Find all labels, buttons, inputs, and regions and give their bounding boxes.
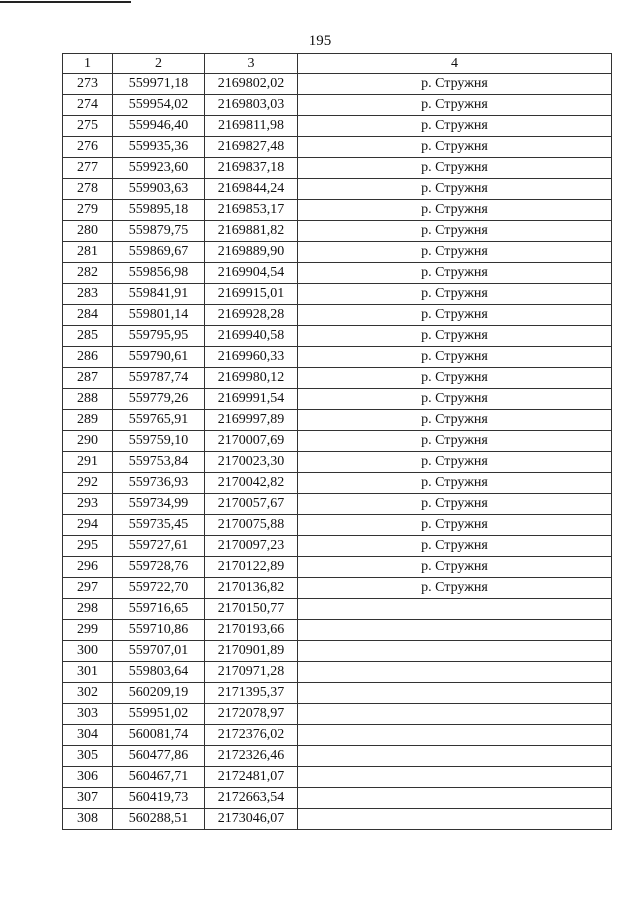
table-row	[63, 242, 612, 263]
x-coordinate-cell: 559790,61	[113, 347, 205, 368]
x-coordinate-cell: 560209,19	[113, 683, 205, 704]
x-coordinate-cell: 560288,51	[113, 809, 205, 830]
y-coordinate-cell: 2169997,89	[205, 410, 298, 431]
description-cell: р. Стружня	[298, 536, 612, 557]
y-coordinate-cell: 2169837,18	[205, 158, 298, 179]
y-coordinate-cell: 2169991,54	[205, 389, 298, 410]
point-number-cell: 280	[63, 221, 113, 242]
point-number-cell: 291	[63, 452, 113, 473]
y-coordinate-cell: 2169940,58	[205, 326, 298, 347]
point-number-cell: 290	[63, 431, 113, 452]
table-row	[63, 557, 612, 578]
table-header-row	[63, 54, 612, 74]
table-row	[63, 368, 612, 389]
point-number-cell: 288	[63, 389, 113, 410]
table-row	[63, 599, 612, 620]
point-number-cell: 295	[63, 536, 113, 557]
point-number-cell: 299	[63, 620, 113, 641]
table-row	[63, 746, 612, 767]
y-coordinate-cell: 2172376,02	[205, 725, 298, 746]
point-number-cell: 297	[63, 578, 113, 599]
x-coordinate-cell: 559734,99	[113, 494, 205, 515]
y-coordinate-cell: 2170097,23	[205, 536, 298, 557]
x-coordinate-cell: 560419,73	[113, 788, 205, 809]
point-number-cell: 273	[63, 74, 113, 95]
point-number-cell: 277	[63, 158, 113, 179]
table-row	[63, 683, 612, 704]
point-number-cell: 281	[63, 242, 113, 263]
y-coordinate-cell: 2169881,82	[205, 221, 298, 242]
table-row	[63, 620, 612, 641]
table-row	[63, 305, 612, 326]
point-number-cell: 296	[63, 557, 113, 578]
y-coordinate-cell: 2172078,97	[205, 704, 298, 725]
description-cell: р. Стружня	[298, 263, 612, 284]
table-body	[63, 74, 612, 830]
table-row	[63, 452, 612, 473]
description-cell: р. Стружня	[298, 284, 612, 305]
table-row	[63, 410, 612, 431]
x-coordinate-cell: 559879,75	[113, 221, 205, 242]
description-cell: р. Стружня	[298, 137, 612, 158]
table-row	[63, 473, 612, 494]
x-coordinate-cell: 559946,40	[113, 116, 205, 137]
point-number-cell: 282	[63, 263, 113, 284]
point-number-cell: 300	[63, 641, 113, 662]
table-row	[63, 284, 612, 305]
x-coordinate-cell: 559753,84	[113, 452, 205, 473]
y-coordinate-cell: 2170057,67	[205, 494, 298, 515]
point-number-cell: 306	[63, 767, 113, 788]
y-coordinate-cell: 2169960,33	[205, 347, 298, 368]
point-number-cell: 303	[63, 704, 113, 725]
table-row	[63, 158, 612, 179]
description-cell: р. Стружня	[298, 200, 612, 221]
table-row	[63, 263, 612, 284]
x-coordinate-cell: 559759,10	[113, 431, 205, 452]
description-cell	[298, 599, 612, 620]
description-cell	[298, 809, 612, 830]
table-row	[63, 578, 612, 599]
y-coordinate-cell: 2170023,30	[205, 452, 298, 473]
y-coordinate-cell: 2169915,01	[205, 284, 298, 305]
x-coordinate-cell: 559856,98	[113, 263, 205, 284]
x-coordinate-cell: 559803,64	[113, 662, 205, 683]
x-coordinate-cell: 559765,91	[113, 410, 205, 431]
y-coordinate-cell: 2169811,98	[205, 116, 298, 137]
description-cell	[298, 704, 612, 725]
table-row	[63, 704, 612, 725]
y-coordinate-cell: 2170193,66	[205, 620, 298, 641]
description-cell: р. Стружня	[298, 74, 612, 95]
y-coordinate-cell: 2169853,17	[205, 200, 298, 221]
x-coordinate-cell: 559727,61	[113, 536, 205, 557]
column-header-x: 2	[113, 54, 205, 74]
x-coordinate-cell: 559787,74	[113, 368, 205, 389]
description-cell: р. Стружня	[298, 389, 612, 410]
y-coordinate-cell: 2169802,02	[205, 74, 298, 95]
description-cell: р. Стружня	[298, 410, 612, 431]
description-cell: р. Стружня	[298, 116, 612, 137]
point-number-cell: 285	[63, 326, 113, 347]
description-cell	[298, 746, 612, 767]
x-coordinate-cell: 559707,01	[113, 641, 205, 662]
point-number-cell: 286	[63, 347, 113, 368]
table-row	[63, 536, 612, 557]
point-number-cell: 292	[63, 473, 113, 494]
description-cell: р. Стружня	[298, 515, 612, 536]
table-row	[63, 809, 612, 830]
description-cell	[298, 662, 612, 683]
point-number-cell: 304	[63, 725, 113, 746]
point-number-cell: 289	[63, 410, 113, 431]
x-coordinate-cell: 559841,91	[113, 284, 205, 305]
point-number-cell: 305	[63, 746, 113, 767]
y-coordinate-cell: 2169980,12	[205, 368, 298, 389]
y-coordinate-cell: 2169889,90	[205, 242, 298, 263]
table-row	[63, 221, 612, 242]
table-row	[63, 788, 612, 809]
x-coordinate-cell: 559954,02	[113, 95, 205, 116]
x-coordinate-cell: 559971,18	[113, 74, 205, 95]
x-coordinate-cell: 559779,26	[113, 389, 205, 410]
description-cell	[298, 788, 612, 809]
point-number-cell: 278	[63, 179, 113, 200]
point-number-cell: 298	[63, 599, 113, 620]
table-row	[63, 179, 612, 200]
table-row	[63, 767, 612, 788]
column-header-y: 3	[205, 54, 298, 74]
description-cell: р. Стружня	[298, 452, 612, 473]
y-coordinate-cell: 2170075,88	[205, 515, 298, 536]
description-cell: р. Стружня	[298, 158, 612, 179]
description-cell: р. Стружня	[298, 494, 612, 515]
table-row	[63, 326, 612, 347]
point-number-cell: 284	[63, 305, 113, 326]
y-coordinate-cell: 2172481,07	[205, 767, 298, 788]
description-cell: р. Стружня	[298, 179, 612, 200]
table-row	[63, 641, 612, 662]
y-coordinate-cell: 2169928,28	[205, 305, 298, 326]
point-number-cell: 283	[63, 284, 113, 305]
y-coordinate-cell: 2169844,24	[205, 179, 298, 200]
table-row	[63, 431, 612, 452]
x-coordinate-cell: 559869,67	[113, 242, 205, 263]
coordinates-table	[62, 53, 612, 830]
table-row	[63, 116, 612, 137]
point-number-cell: 294	[63, 515, 113, 536]
table-row	[63, 725, 612, 746]
y-coordinate-cell: 2170136,82	[205, 578, 298, 599]
y-coordinate-cell: 2172663,54	[205, 788, 298, 809]
table-row	[63, 389, 612, 410]
y-coordinate-cell: 2170150,77	[205, 599, 298, 620]
y-coordinate-cell: 2170122,89	[205, 557, 298, 578]
y-coordinate-cell: 2172326,46	[205, 746, 298, 767]
description-cell: р. Стружня	[298, 473, 612, 494]
x-coordinate-cell: 559710,86	[113, 620, 205, 641]
description-cell	[298, 725, 612, 746]
description-cell	[298, 767, 612, 788]
x-coordinate-cell: 559895,18	[113, 200, 205, 221]
table-row	[63, 347, 612, 368]
point-number-cell: 279	[63, 200, 113, 221]
table-row	[63, 515, 612, 536]
x-coordinate-cell: 559903,63	[113, 179, 205, 200]
y-coordinate-cell: 2169803,03	[205, 95, 298, 116]
point-number-cell: 275	[63, 116, 113, 137]
y-coordinate-cell: 2170042,82	[205, 473, 298, 494]
y-coordinate-cell: 2171395,37	[205, 683, 298, 704]
y-coordinate-cell: 2170007,69	[205, 431, 298, 452]
y-coordinate-cell: 2173046,07	[205, 809, 298, 830]
x-coordinate-cell: 559951,02	[113, 704, 205, 725]
x-coordinate-cell: 559728,76	[113, 557, 205, 578]
description-cell: р. Стружня	[298, 368, 612, 389]
x-coordinate-cell: 559935,36	[113, 137, 205, 158]
point-number-cell: 301	[63, 662, 113, 683]
description-cell: р. Стружня	[298, 242, 612, 263]
table-row	[63, 95, 612, 116]
description-cell: р. Стружня	[298, 305, 612, 326]
y-coordinate-cell: 2170901,89	[205, 641, 298, 662]
y-coordinate-cell: 2169827,48	[205, 137, 298, 158]
description-cell: р. Стружня	[298, 326, 612, 347]
table-row	[63, 74, 612, 95]
x-coordinate-cell: 560081,74	[113, 725, 205, 746]
point-number-cell: 302	[63, 683, 113, 704]
x-coordinate-cell: 560467,71	[113, 767, 205, 788]
description-cell	[298, 683, 612, 704]
y-coordinate-cell: 2169904,54	[205, 263, 298, 284]
x-coordinate-cell: 559736,93	[113, 473, 205, 494]
y-coordinate-cell: 2170971,28	[205, 662, 298, 683]
description-cell	[298, 641, 612, 662]
x-coordinate-cell: 559801,14	[113, 305, 205, 326]
point-number-cell: 287	[63, 368, 113, 389]
top-rule	[0, 1, 131, 3]
column-header-description: 4	[298, 54, 612, 74]
description-cell: р. Стружня	[298, 221, 612, 242]
table-row	[63, 662, 612, 683]
description-cell: р. Стружня	[298, 431, 612, 452]
table-row	[63, 137, 612, 158]
table-row	[63, 494, 612, 515]
x-coordinate-cell: 559722,70	[113, 578, 205, 599]
description-cell: р. Стружня	[298, 95, 612, 116]
x-coordinate-cell: 559923,60	[113, 158, 205, 179]
point-number-cell: 274	[63, 95, 113, 116]
description-cell: р. Стружня	[298, 347, 612, 368]
point-number-cell: 307	[63, 788, 113, 809]
point-number-cell: 276	[63, 137, 113, 158]
description-cell: р. Стружня	[298, 578, 612, 599]
x-coordinate-cell: 560477,86	[113, 746, 205, 767]
table-row	[63, 200, 612, 221]
x-coordinate-cell: 559795,95	[113, 326, 205, 347]
point-number-cell: 293	[63, 494, 113, 515]
page-number: 195	[308, 33, 332, 49]
x-coordinate-cell: 559735,45	[113, 515, 205, 536]
description-cell	[298, 620, 612, 641]
x-coordinate-cell: 559716,65	[113, 599, 205, 620]
description-cell: р. Стружня	[298, 557, 612, 578]
column-header-number: 1	[63, 54, 113, 74]
point-number-cell: 308	[63, 809, 113, 830]
